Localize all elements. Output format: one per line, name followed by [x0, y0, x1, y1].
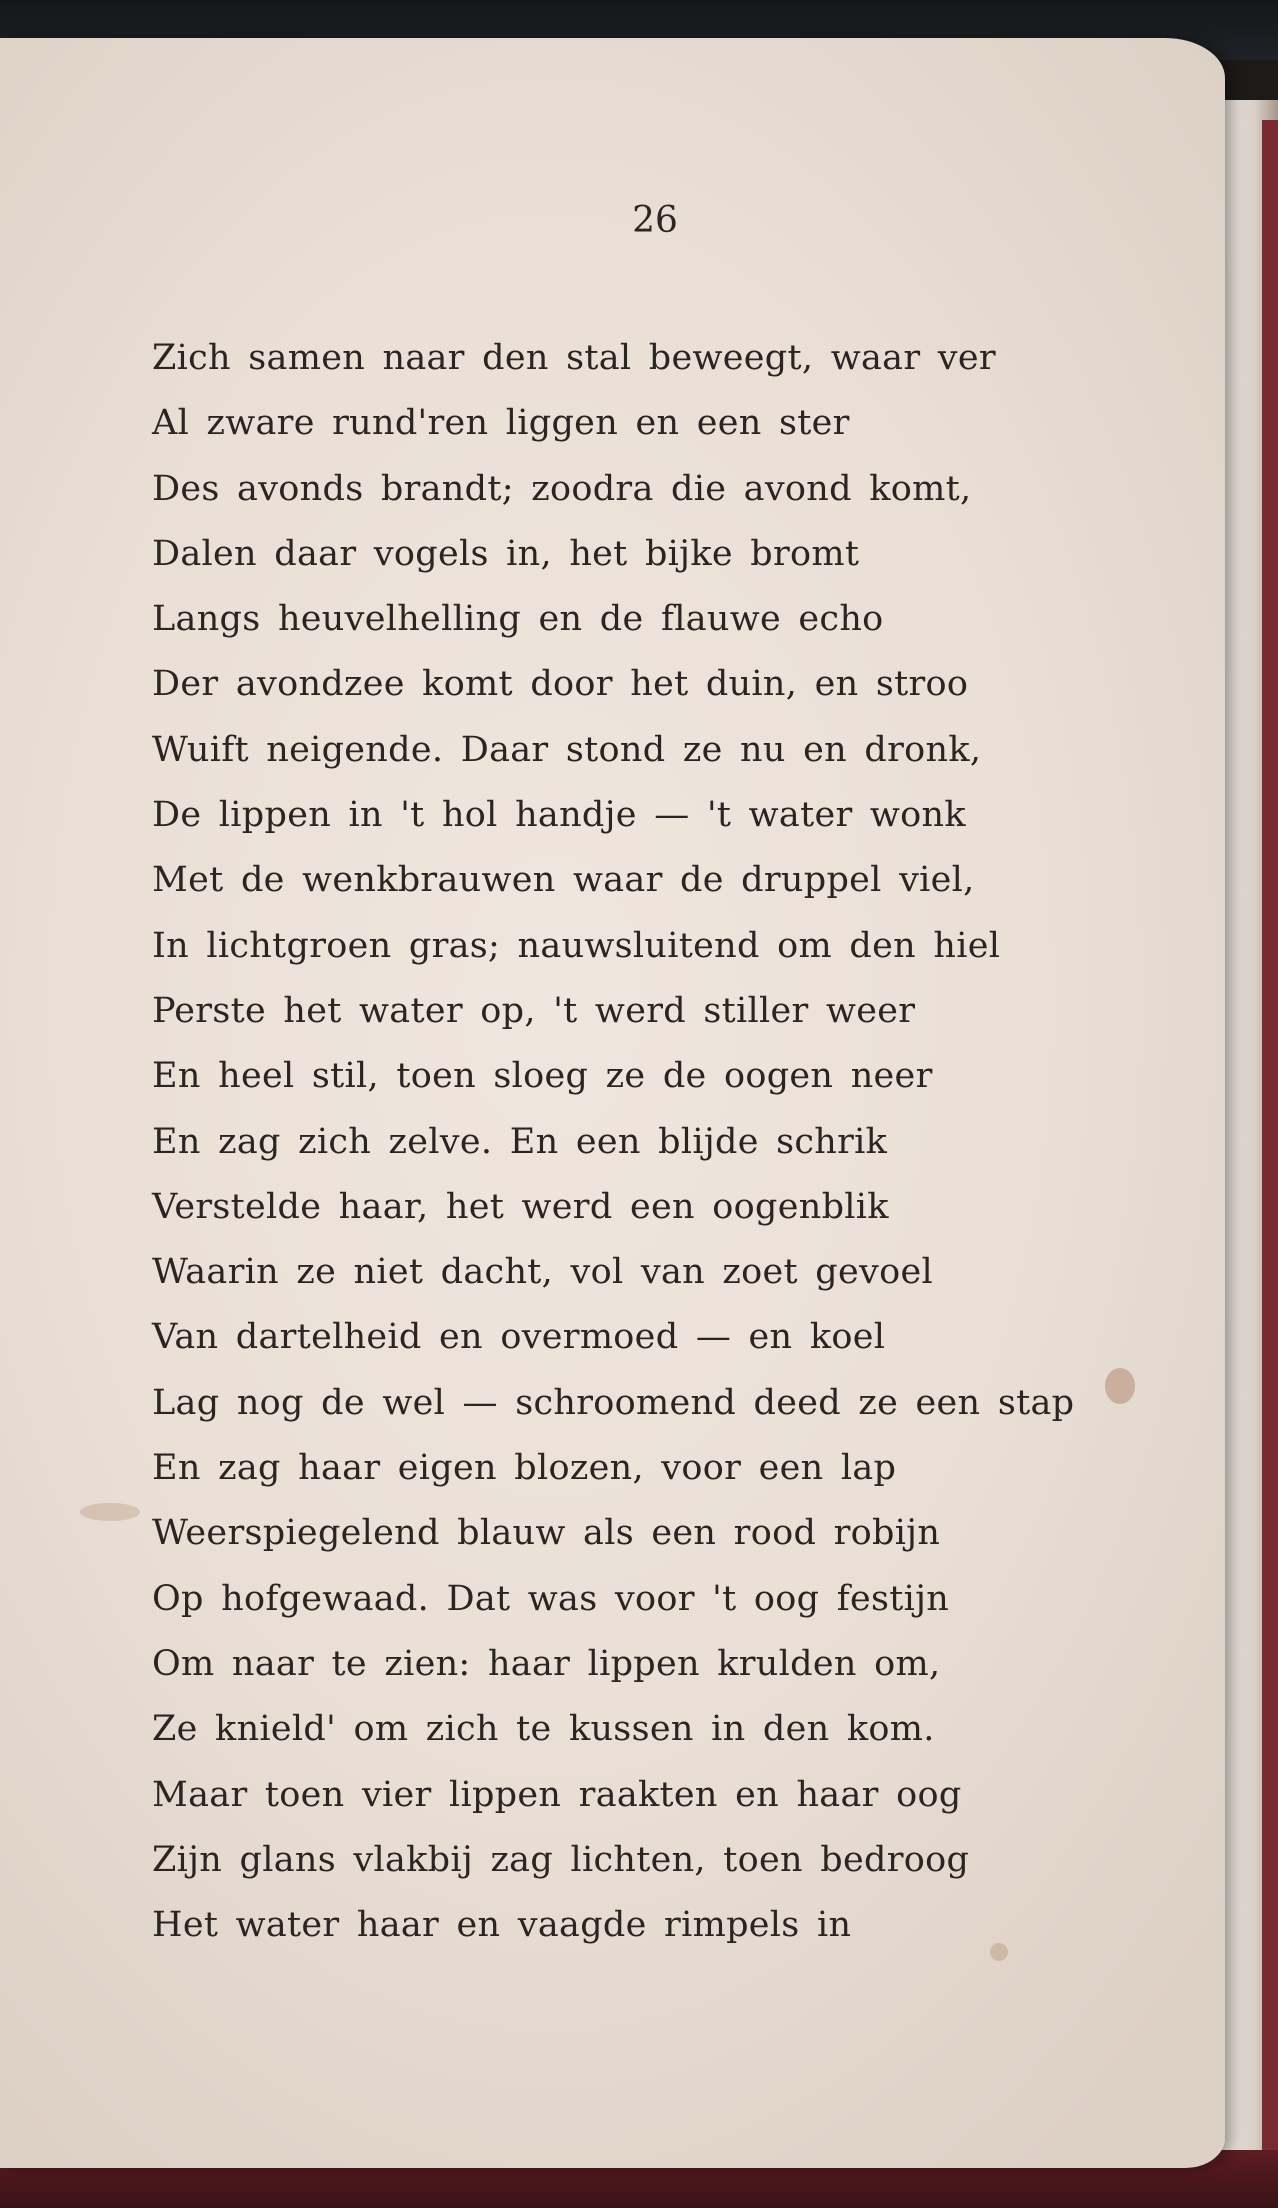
poem-line: Weerspiegelend blauw als een rood robijn [152, 1513, 941, 1554]
foxing-stain [990, 1943, 1008, 1961]
poem-line: Verstelde haar, het werd een oogenblik [152, 1186, 889, 1227]
poem-line: Al zware rund'ren liggen en een ster [152, 403, 850, 444]
poem-line: Lag nog de wel — schroomend deed ze een stap [152, 1382, 1075, 1423]
poem-line: Met de wenkbrauwen waar de druppel viel, [152, 860, 975, 901]
poem-line: Zich samen naar den stal beweegt, waar ver [152, 338, 996, 378]
poem-line: Het water haar en vaagde rimpels in [152, 1905, 852, 1946]
foxing-stain [80, 1503, 140, 1521]
poem-line: Ze knield' om zich te kussen in den kom. [152, 1709, 935, 1750]
poem-line: Zijn glans vlakbij zag lichten, toen bedroog [152, 1839, 970, 1880]
poem-line: Des avonds brandt; zoodra die avond komt, [152, 468, 972, 509]
poem-line: En heel stil, toen sloeg ze de oogen neer [152, 1056, 933, 1097]
poem-line: En zag haar eigen blozen, voor een lap [152, 1448, 897, 1489]
foxing-stain [1105, 1368, 1135, 1404]
page-number: 26 [632, 200, 678, 241]
poem-line: Waarin ze niet dacht, vol van zoet gevoel [152, 1252, 933, 1293]
poem-line: Maar toen vier lippen raakten en haar oog [152, 1774, 962, 1815]
poem-line: De lippen in 't hol handje — 't water wonk [152, 795, 966, 836]
poem-line: In lichtgroen gras; nauwsluitend om den hiel [152, 925, 1001, 966]
poem-line: Dalen daar vogels in, het bijke bromt [152, 533, 860, 574]
poem-line: Om naar te zien: haar lippen krulden om, [152, 1643, 941, 1684]
poem-line: Van dartelheid en overmoed — en koel [152, 1317, 886, 1358]
poem-line: Langs heuvelhelling en de flauwe echo [152, 599, 884, 640]
poem-line: Wuift neigende. Daar stond ze nu en dronk, [152, 729, 982, 770]
poem-line: Perste het water op, 't werd stiller weer [152, 990, 916, 1031]
book-cover-edge [1262, 120, 1278, 2160]
book-page [0, 38, 1225, 2168]
poem-text [152, 326, 1074, 1958]
poem-line: En zag zich zelve. En een blijde schrik [152, 1121, 888, 1162]
poem-line: Op hofgewaad. Dat was voor 't oog festijn [152, 1578, 950, 1619]
poem-line: Der avondzee komt door het duin, en stroo [152, 664, 969, 705]
